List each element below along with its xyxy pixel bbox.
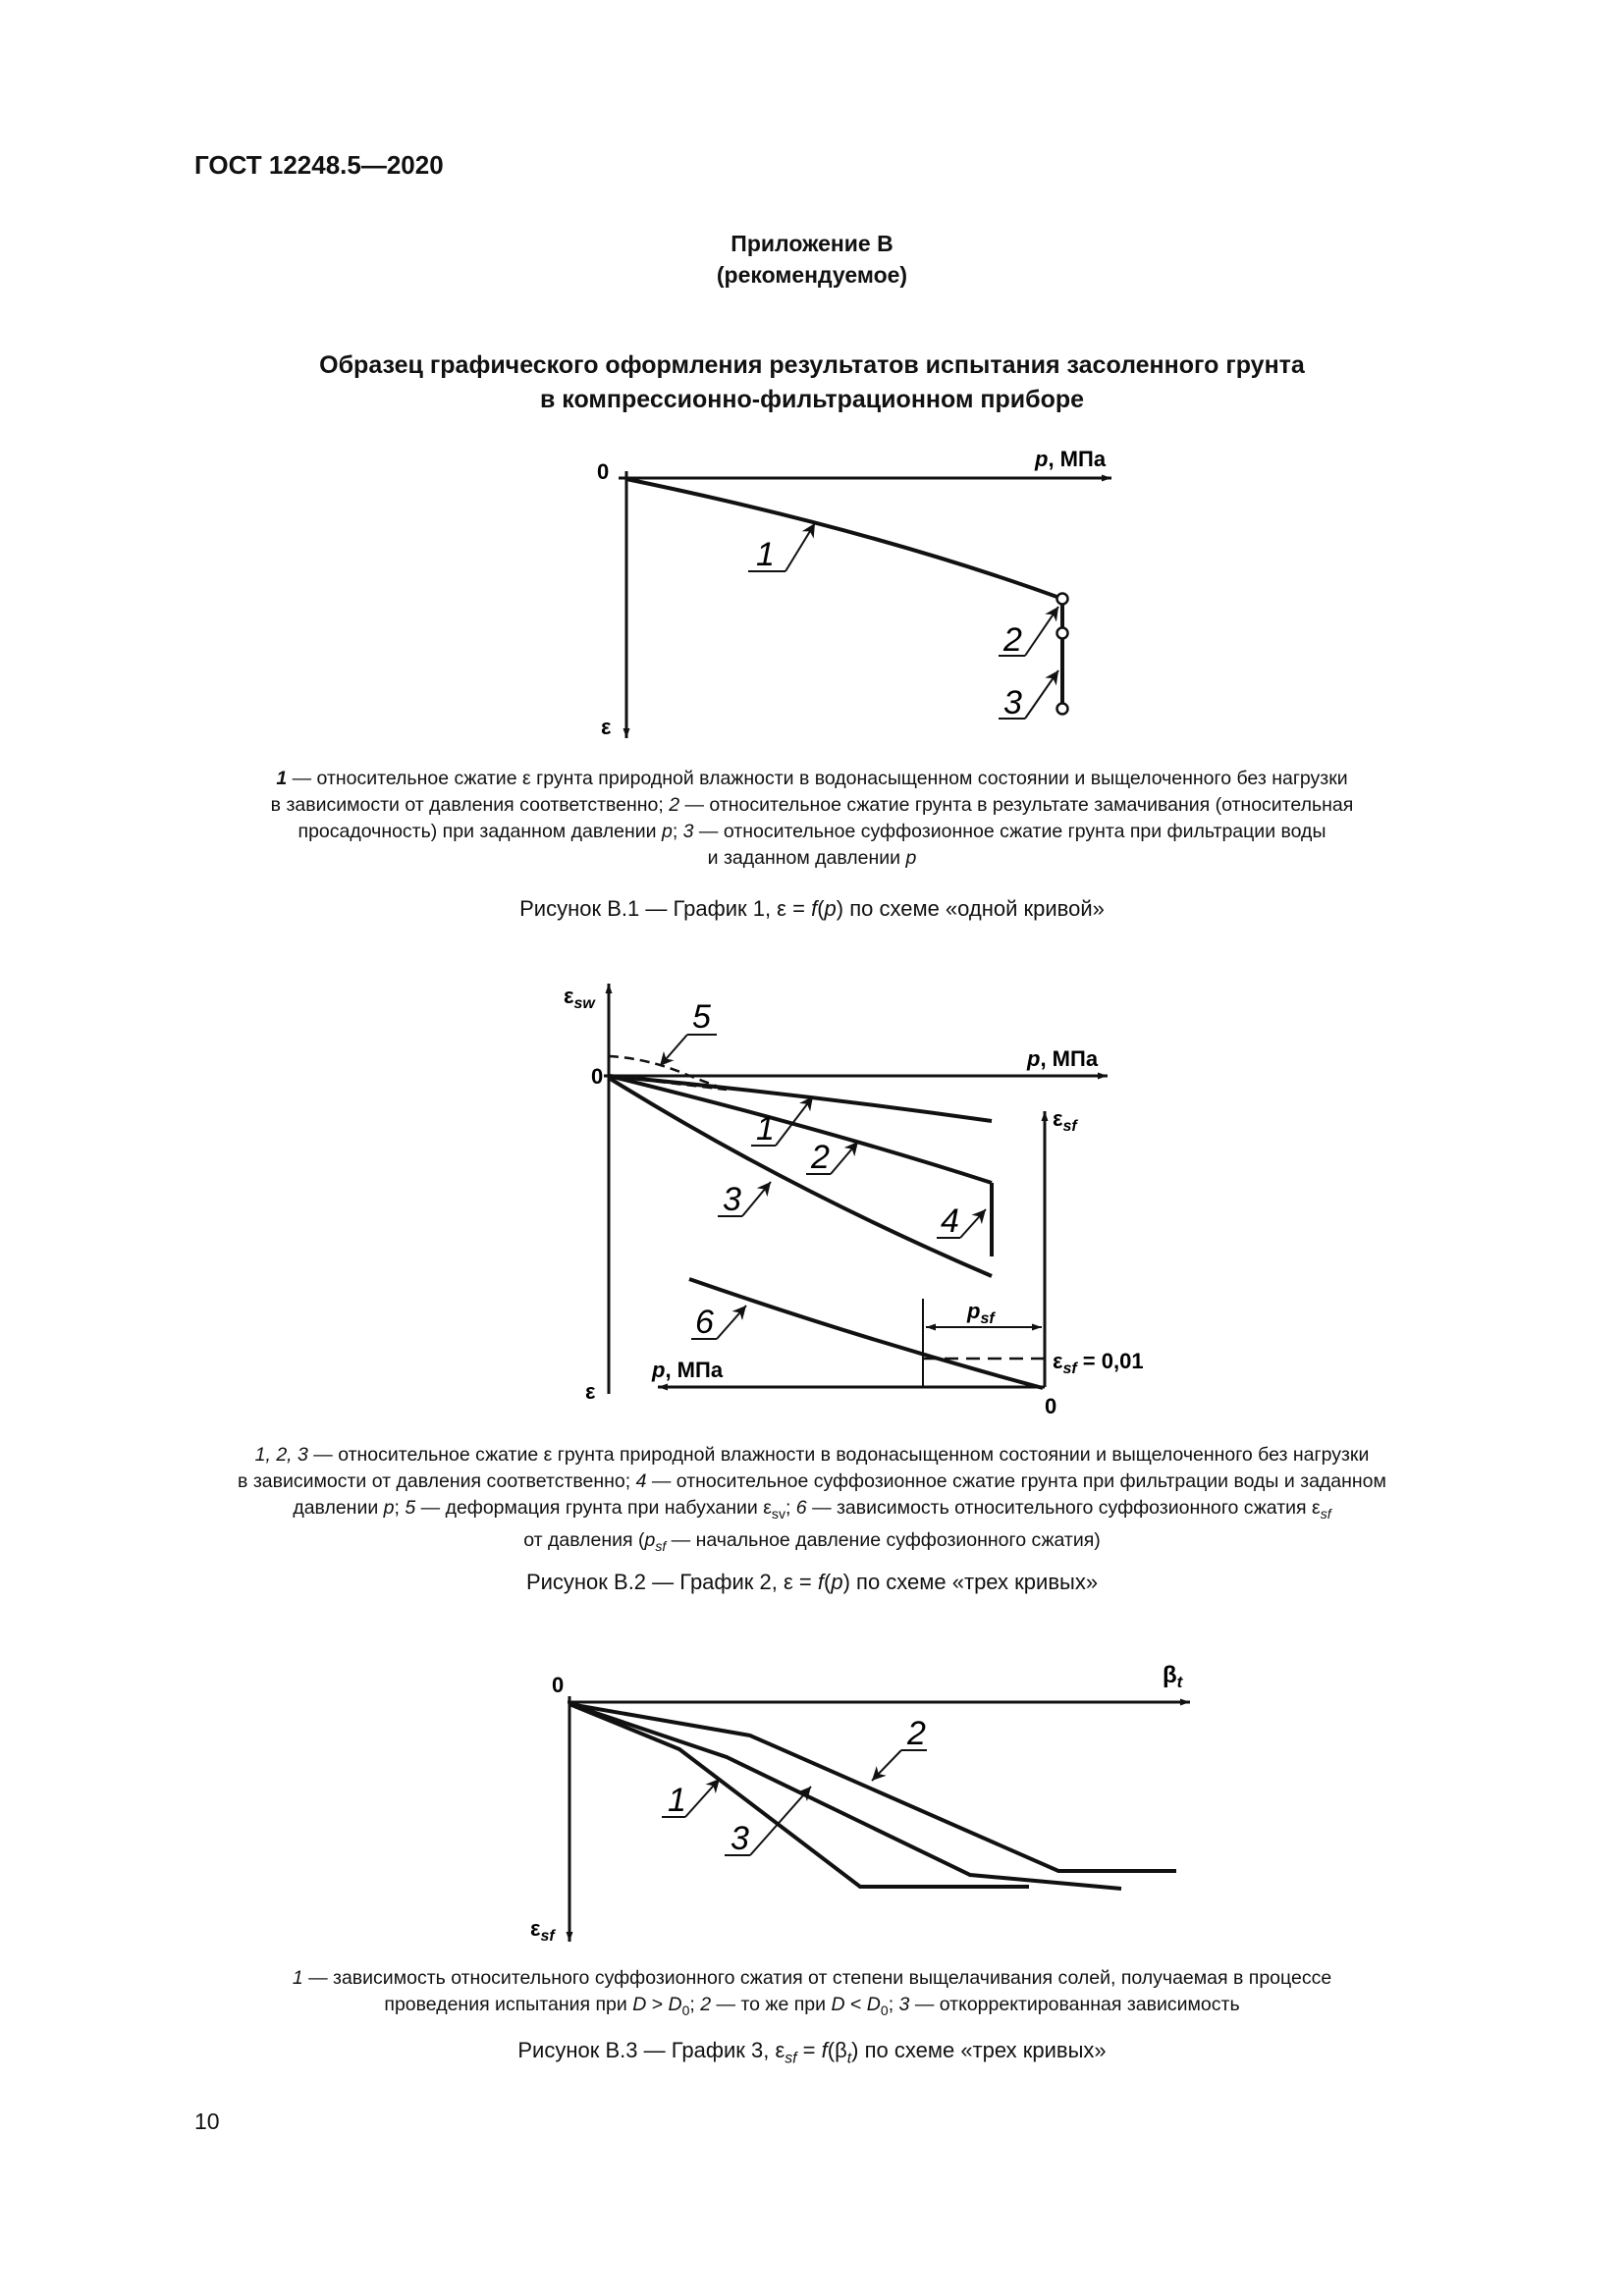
- svg-text:2: 2: [907, 1715, 926, 1752]
- fig3-legend-line-1: 1 — зависимость относительного суффозионного сжатия от степени выщелачивания солей, получаемая в процессе: [292, 1967, 1332, 1989]
- fig2-esf-label: $\varepsilon_{sf} = 0,01$: [1053, 1349, 1144, 1377]
- fig2-left-origin: 0: [591, 1064, 604, 1089]
- figure-3-caption: Рисунок В.3 — График 3, $\varepsilon_{sf} = f(\beta_t)$ по схеме «трех кривых»: [517, 2038, 1107, 2067]
- fig1-legend-line-4: и заданном давлении p: [707, 847, 917, 869]
- figure-2-caption: Рисунок В.2 — График 2, ε = f(p) по схеме «трех кривых»: [525, 1570, 1099, 1594]
- figure-3-legend: [0, 1965, 1624, 2024]
- fig2-marker-5: [660, 998, 717, 1066]
- fig2-left-y-label: $\varepsilon_{sw}$: [564, 984, 595, 1012]
- svg-text:2: 2: [811, 1139, 830, 1176]
- fig1-marker-1: [748, 523, 815, 573]
- fig2-legend-line-2: в зависимости от давления соответственно; 4 — относительное суффозионное сжатие грунта при фильтрации воды и заданном: [238, 1470, 1386, 1492]
- fig2-marker-2: [806, 1139, 858, 1176]
- svg-text:3: 3: [1003, 684, 1022, 721]
- fig3-y-axis-label: $\varepsilon_{sf}$: [530, 1916, 555, 1945]
- fig1-y-axis-label: ε: [601, 715, 612, 739]
- fig3-marker-3: [725, 1787, 811, 1857]
- fig3-marker-1: [662, 1779, 720, 1819]
- fig2-right-y-label: $\varepsilon_{sf}$: [1053, 1106, 1077, 1135]
- fig1-legend-line-2: в зависимости от давления соответственно; 2 — относительное сжатие грунта в результате замачивания (относительная: [270, 794, 1354, 816]
- fig2-legend-line-1: 1, 2, 3 — относительное сжатие ε грунта природной влажности в водонасыщенном состоянии и выщелоченного без нагрузки: [254, 1444, 1370, 1466]
- svg-text:3: 3: [723, 1181, 741, 1218]
- fig2-curve-3: [609, 1078, 992, 1276]
- fig2-legend-line-3: давлении p; 5 — деформация грунта при набухании $\varepsilon_{sv}$; 6 — зависимость относительного суффозионного сжатия $\varepsilon_{sf}$: [293, 1497, 1331, 1522]
- fig2-curve-2: [609, 1076, 992, 1183]
- svg-text:3: 3: [731, 1820, 749, 1857]
- fig3-origin-label: 0: [552, 1673, 565, 1697]
- fig3-legend-line-2: проведения испытания при $D > D_0$; 2 — то же при $D < D_0$; 3 — откорректированная зависимость: [384, 1994, 1240, 2018]
- fig1-point-a: [1057, 594, 1068, 605]
- fig3-curve-1: [569, 1704, 1029, 1887]
- fig3-curve-2: [569, 1704, 1176, 1871]
- page-number: 10: [194, 2109, 220, 2134]
- appendix-title: Приложение В: [731, 231, 893, 256]
- fig1-marker-2: [999, 607, 1058, 659]
- fig2-bottom-x-label: p, МПа: [652, 1358, 724, 1382]
- fig2-legend-line-4: от давления ($p_{sf}$ — начальное давление суффозионного сжатия): [523, 1528, 1101, 1554]
- svg-text:1: 1: [668, 1782, 686, 1819]
- fig1-marker-3: [999, 670, 1058, 721]
- fig2-marker-4: [937, 1202, 986, 1240]
- svg-text:5: 5: [692, 998, 711, 1036]
- fig1-legend-line-1: 1 — относительное сжатие ε грунта природной влажности в водонасыщенном состоянии и выщелоченного без нагрузки: [276, 768, 1348, 789]
- section-title-line-1: Образец графического оформления результатов испытания засоленного грунта: [319, 351, 1305, 379]
- svg-text:4: 4: [941, 1202, 959, 1240]
- fig2-curve-6: [689, 1279, 1043, 1388]
- figure-1-caption: Рисунок В.1 — График 1, ε = f(p) по схеме «одной кривой»: [519, 896, 1105, 921]
- svg-text:6: 6: [695, 1304, 714, 1341]
- fig1-origin-label: 0: [597, 459, 610, 484]
- figure-3-graph: [530, 1662, 1190, 1945]
- fig1-point-c: [1057, 704, 1068, 715]
- appendix-status: (рекомендуемое): [716, 262, 908, 288]
- svg-text:1: 1: [756, 1110, 775, 1148]
- fig2-marker-6: [691, 1304, 746, 1341]
- svg-text:2: 2: [1003, 621, 1022, 659]
- fig3-x-axis-label: $\beta_t$: [1163, 1662, 1183, 1691]
- figure-2-graph: [564, 984, 1144, 1418]
- figure-2-legend: [0, 1442, 1624, 1560]
- fig3-marker-2: [872, 1715, 927, 1781]
- section-title-line-2: в компрессионно-фильтрационном приборе: [539, 386, 1085, 413]
- fig2-top-x-label: p, МПа: [1027, 1046, 1099, 1071]
- fig1-curve-1: [626, 479, 1062, 599]
- fig2-psf-label: $p_{sf}$: [967, 1299, 995, 1327]
- svg-text:1: 1: [756, 536, 775, 573]
- fig2-right-origin: 0: [1045, 1394, 1057, 1418]
- figure-1-graph: [597, 447, 1111, 739]
- figure-1-legend: [0, 766, 1624, 872]
- fig1-x-axis-label: p, МПа: [1035, 447, 1107, 471]
- fig1-point-b: [1057, 628, 1068, 639]
- fig2-marker-3: [718, 1181, 771, 1218]
- fig1-legend-line-3: просадочность) при заданном давлении p; 3 — относительное суффозионное сжатие грунта при фильтрации воды: [298, 821, 1326, 842]
- fig2-bottom-y-label: ε: [585, 1379, 596, 1404]
- document-header: ГОСТ 12248.5—2020: [194, 150, 444, 180]
